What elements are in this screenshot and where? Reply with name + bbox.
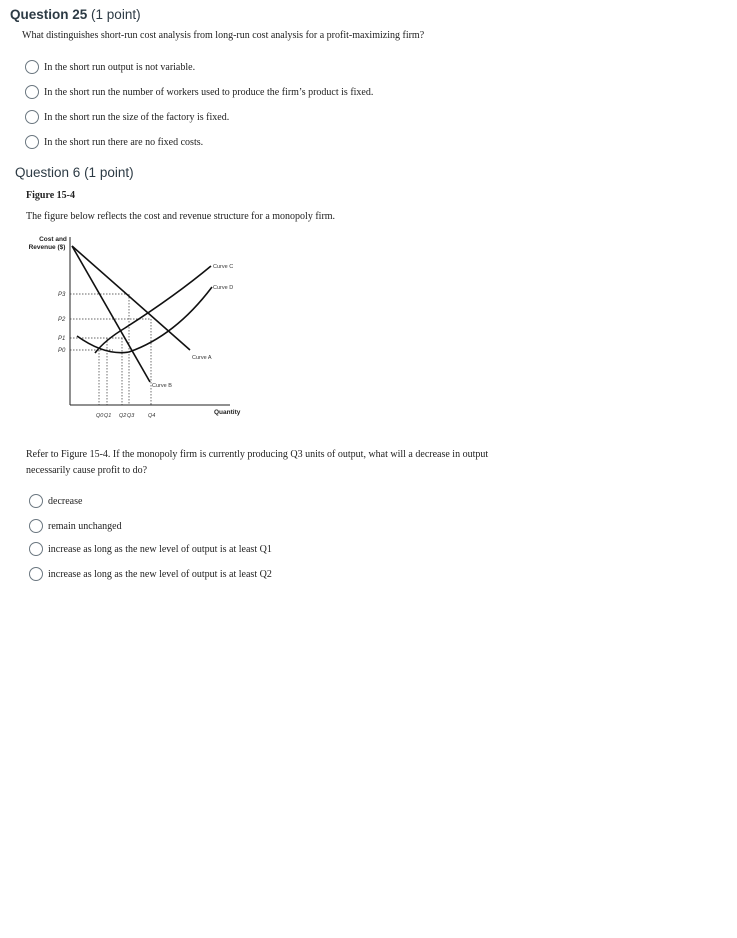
question-25-points: (1 point) [91,7,141,22]
option-label: In the short run the size of the factory is fixed. [44,111,230,123]
radio-button[interactable] [29,567,43,581]
curve-a-label: Curve A [192,355,212,361]
tick-label-q2: Q2 [119,413,127,419]
y-axis-label-line2: Revenue ($) [28,244,66,251]
q6-option-3[interactable] [29,542,272,556]
radio-button[interactable] [25,60,39,74]
tick-label-q1: Q1 [104,413,112,419]
radio-button[interactable] [29,494,43,508]
q6-option-4[interactable] [29,567,272,581]
curve-c-label: Curve C [213,264,234,270]
option-label: increase as long as the new level of output is at least Q2 [48,568,272,580]
tick-label-p0: P0 [58,348,66,354]
curve-b-line [72,246,150,382]
option-label: In the short run output is not variable. [44,61,196,73]
curve-b-label: Curve B [152,383,172,389]
question-6-stem-line2: necessarily cause profit to do? [26,465,148,476]
tick-label-p2: P2 [58,317,66,323]
tick-label-q4: Q4 [148,413,156,419]
question-25-header [10,7,141,22]
radio-button[interactable] [29,542,43,556]
question-6-header [15,165,134,180]
option-label: remain unchanged [48,520,122,532]
question-6-title: Question 6 [15,165,81,180]
q25-option-2[interactable] [25,85,373,99]
option-label: increase as long as the new level of output is at least Q1 [48,543,272,555]
radio-button[interactable] [25,135,39,149]
tick-label-p1: P1 [58,336,66,342]
radio-button[interactable] [25,85,39,99]
q6-option-2[interactable] [29,519,122,533]
y-axis-label-line1: Cost and [39,236,67,243]
figure-caption: The figure below reflects the cost and revenue structure for a monopoly firm. [26,211,336,222]
curve-d-line [77,287,212,353]
curve-a-line [72,246,190,350]
q6-option-1[interactable] [29,494,82,508]
question-6-stem-line1: Refer to Figure 15-4. If the monopoly firm is currently producing Q3 units of output, what will a decrease in output [26,449,489,460]
monopoly-cost-revenue-chart [25,232,255,427]
q25-option-1[interactable] [25,60,195,74]
q25-option-3[interactable] [25,110,229,124]
tick-label-q3: Q3 [127,413,135,419]
tick-label-q0: Q0 [96,413,104,419]
question-25-stem: What distinguishes short-run cost analysis from long-run cost analysis for a profit-maximizing firm? [22,30,425,41]
option-label: In the short run the number of workers used to produce the firm’s product is fixed. [44,86,374,98]
question-25-title: Question 25 [10,7,88,22]
question-6-points: (1 point) [84,165,134,180]
curve-d-label: Curve D [213,285,234,291]
radio-button[interactable] [25,110,39,124]
tick-label-p3: P3 [58,292,66,298]
radio-button[interactable] [29,519,43,533]
option-label: In the short run there are no fixed costs. [44,136,204,148]
figure-title: Figure 15-4 [26,190,75,201]
option-label: decrease [48,495,83,507]
q25-option-4[interactable] [25,135,203,149]
x-axis-label: Quantity [214,409,241,416]
